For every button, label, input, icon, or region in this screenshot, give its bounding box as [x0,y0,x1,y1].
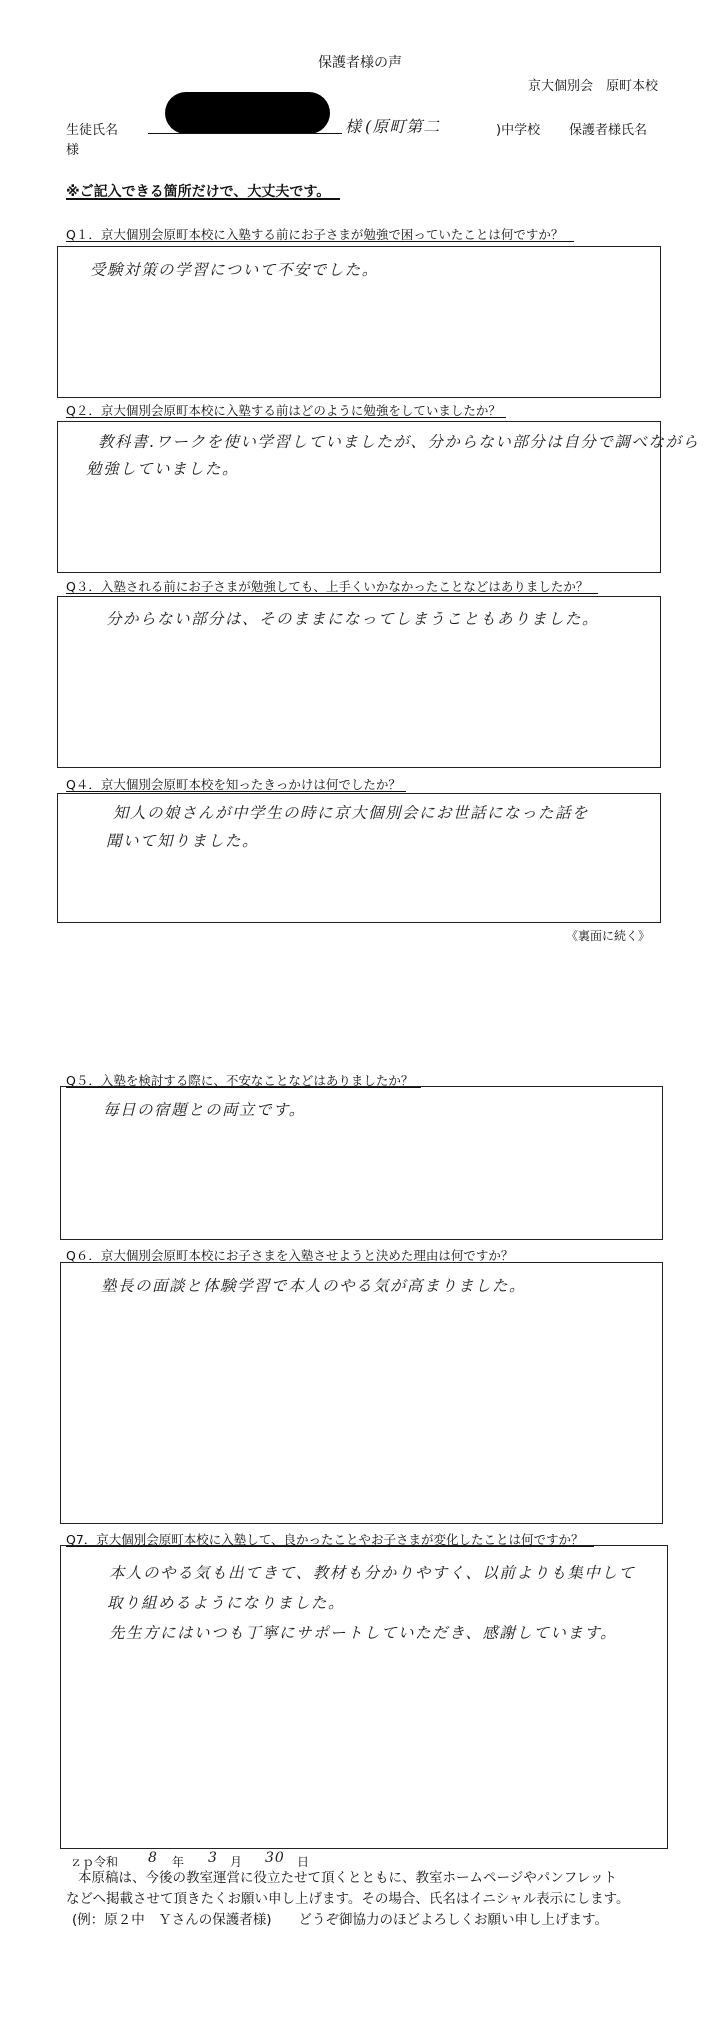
footer-line-1: 本原稿は、今後の教室運営に役立たせて頂くとともに、教室ホームページやパンフレット [78,1870,618,1886]
question-7: Q7．京大個別会原町本校に入塾して、良かったことやお子さまが変化したことは何ですか？ [66,1532,584,1547]
answer-6-line-1: 塾長の面談と体験学習で本人のやる気が高まりました。 [101,1277,527,1295]
answer-1-line-1: 受験対策の学習について不安でした。 [90,261,379,279]
answer-box-5 [60,1086,663,1240]
answer-7-line-3: 先生方にはいつも丁寧にサポートしていただき、感謝しています。 [109,1624,618,1642]
question-underline [66,593,598,594]
date-prefix: ｚｐ令和 [70,1855,119,1869]
date-month-label: 月 [230,1855,243,1869]
answer-5-line-1: 毎日の宿題との両立です。 [103,1101,306,1119]
question-underline [66,417,506,418]
student-name-label: 生徒氏名 [66,123,119,138]
answer-box-3 [57,596,661,768]
answer-box-2 [57,421,700,573]
question-4: Q４．京大個別会原町本校を知ったきっかけは何でしたか？ [66,777,401,792]
guardian-name-label: 保護者様氏名 [569,123,648,138]
question-3: Q３．入塾される前にお子さまが勉強しても、上手くいかなかったことなどはありましたか？ [66,579,589,594]
question-2: Q２．京大個別会原町本校に入塾する前はどのように勉強をしていましたか？ [66,403,501,418]
student-sama: 様 [345,117,363,136]
question-underline [66,791,406,792]
notice-underline [66,198,340,200]
answer-7-line-2: 取り組めるようになりました。 [107,1594,346,1612]
answer-box-6 [60,1262,663,1524]
footer-line-2: などへ掲載させて頂きたくお願い申し上げます。その場合、氏名はイニシャル表示にします。 [66,1891,630,1907]
question-5: Q５．入塾を検討する際に、不安なことなどはありましたか？ [66,1073,414,1088]
question-underline [66,241,574,242]
date-day: 30 [265,1850,285,1866]
date-year: 8 [148,1850,158,1866]
answer-2-line-1: 教科書.ワークを使い学習していましたが、分からない部分は自分で調べながら [98,433,700,451]
question-1: Q１．京大個別会原町本校に入塾する前にお子さまが勉強で困っていたことは何ですか？ [66,227,564,242]
redacted-name [165,92,330,134]
guardian-sama: 様 [66,143,80,158]
date-year-label: 年 [172,1855,185,1869]
page-title: 保護者様の声 [318,55,402,71]
date-day-label: 日 [297,1855,310,1869]
name-underline [148,133,342,134]
question-6: Q６．京大個別会原町本校にお子さまを入塾させようと決めた理由は何ですか？ [66,1248,514,1263]
answer-3-line-1: 分からない部分は、そのままになってしまうこともありました。 [106,610,600,628]
continue-note: 《裏面に続く》 [565,929,650,943]
answer-4-line-2: 聞いて知りました。 [106,832,260,850]
answer-2-line-2: 勉強していました。 [86,460,240,478]
date-month: 3 [208,1850,218,1866]
school-name: 京大個別会 原町本校 [527,79,658,94]
notice-text: ※ご記入できる箇所だけで、大丈夫です。 [66,184,331,200]
school-handwritten: (原町第二 [365,117,441,136]
answer-7-line-1: 本人のやる気も出てきて、教材も分かりやすく、以前よりも集中して [109,1564,636,1582]
answer-box-7 [60,1545,668,1849]
answer-box-4 [57,793,661,923]
footer-line-3: (例：原２中 Ｙさんの保護者様) どうぞ御協力のほどよろしくお願い申し上げます。 [72,1912,608,1928]
answer-box-1 [57,246,661,398]
answer-4-line-1: 知人の娘さんが中学生の時に京大個別会にお世話になった話を [113,804,590,822]
school-suffix: )中学校 [496,123,541,138]
